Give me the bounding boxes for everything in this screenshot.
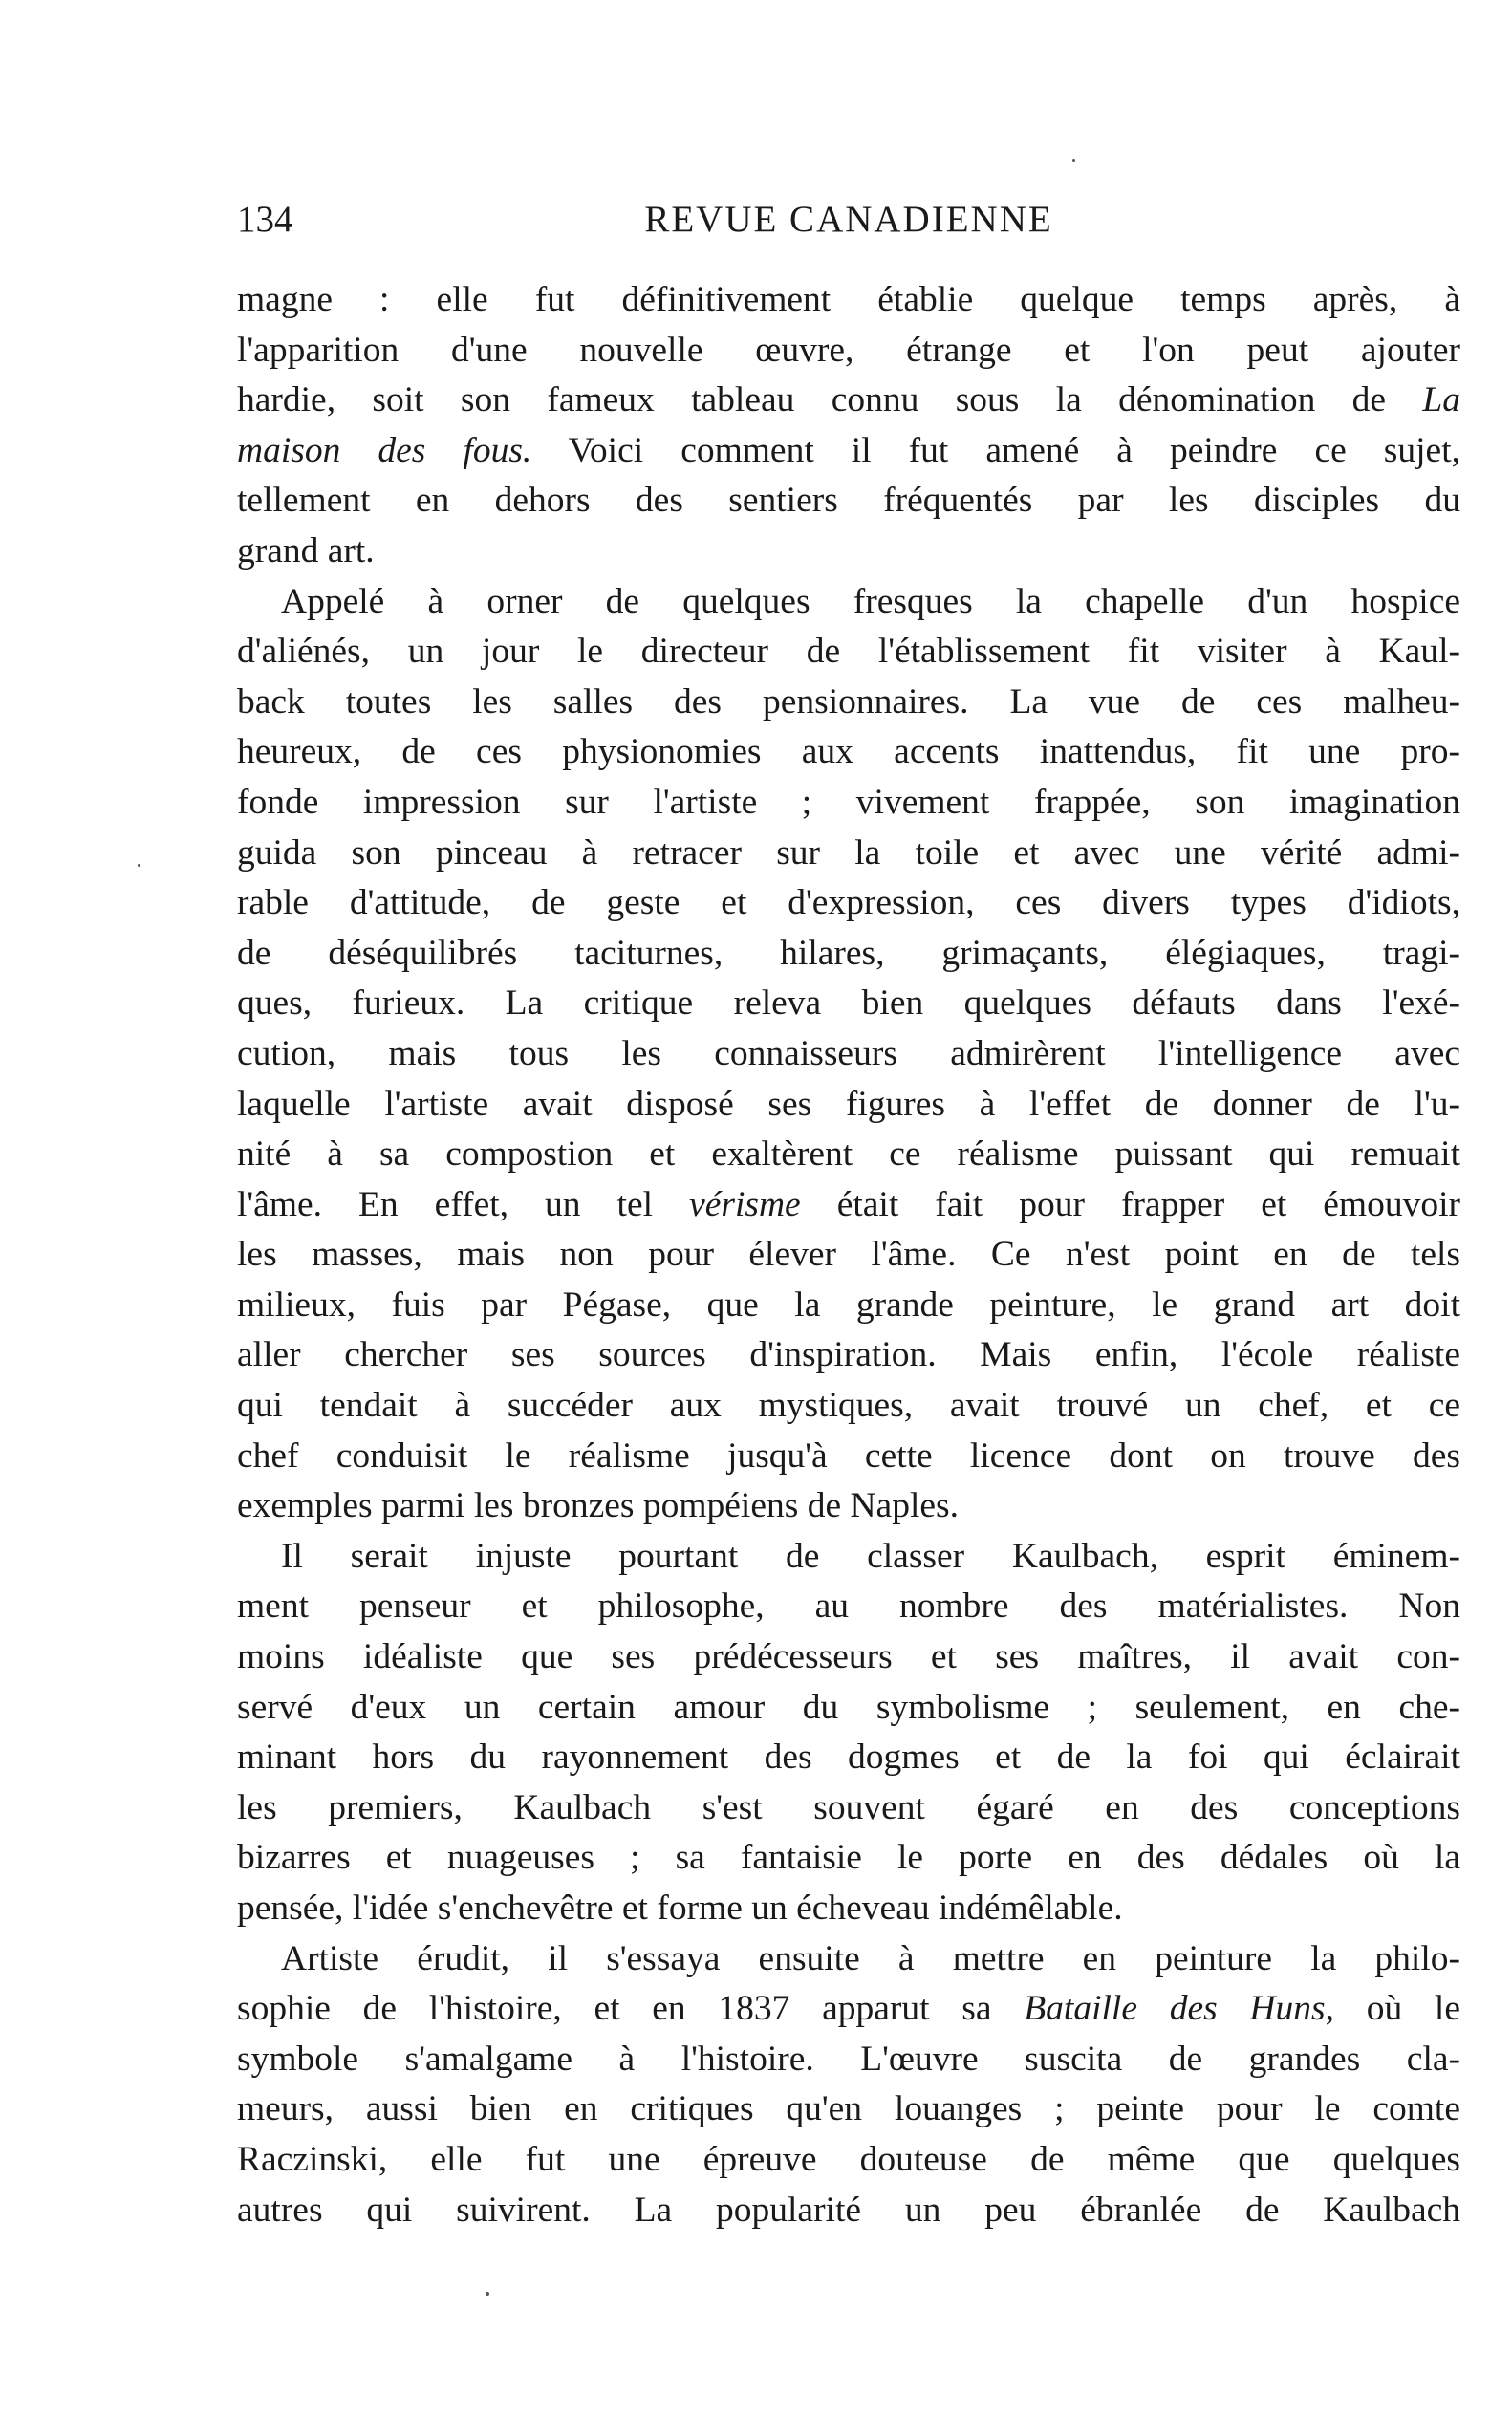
italic-title: La	[1422, 380, 1460, 421]
text-line: fonde impression sur l'artiste ; vivement frappée, son imagination	[237, 782, 1460, 822]
text-line: meurs, aussi bien en critiques qu'en louanges ; peinte pour le comte	[237, 2089, 1460, 2129]
text-line: nité à sa compostion et exaltèrent ce réalisme puissant qui remuait	[237, 1134, 1460, 1175]
text-line: ques, furieux. La critique releva bien quelques défauts dans l'exé-	[237, 983, 1460, 1024]
running-head	[237, 195, 1460, 245]
text-line: milieux, fuis par Pégase, que la grande peinture, le grand art doit	[237, 1285, 1460, 1325]
italic-term: vérisme	[689, 1184, 801, 1224]
italic-title: Bataille des Huns	[1024, 1989, 1326, 2029]
text-line: exemples parmi les bronzes pompéiens de Naples.	[237, 1486, 959, 1526]
text-line: rable d'attitude, de geste et d'expression, ces divers types d'idiots,	[237, 883, 1460, 923]
italic-title: maison des fous.	[237, 430, 532, 470]
text-line: laquelle l'artiste avait disposé ses figures à l'effet de donner de l'u-	[237, 1084, 1460, 1124]
text-line: grand art.	[237, 530, 375, 571]
text-line: guida son pinceau à retracer sur la toile et avec une vérité admi-	[237, 832, 1460, 873]
text-line: symbole s'amalgame à l'histoire. L'œuvre suscita de grandes cla-	[237, 2039, 1460, 2079]
text-line: bizarres et nuageuses ; sa fantaisie le porte en des dédales où la	[237, 1838, 1460, 1878]
text-line: magne : elle fut définitivement établie quelque temps après, à	[237, 280, 1460, 319]
text-line: de déséquilibrés taciturnes, hilares, grimaçants, élégiaques, tragi-	[237, 933, 1460, 973]
page-number: 134	[237, 199, 293, 240]
journal-title: REVUE CANADIENNE	[644, 199, 1053, 240]
print-speck	[486, 2292, 489, 2296]
text-line: Appelé à orner de quelques fresques la chapelle d'un hospice	[281, 581, 1460, 621]
text-line: heureux, de ces physionomies aux accents inattendus, fit une pro-	[237, 732, 1460, 772]
text-line: Il serait injuste pourtant de classer Kaulbach, esprit éminem-	[281, 1536, 1460, 1576]
text-line: autres qui suivirent. La popularité un peu ébranlée de Kaulbach	[237, 2190, 1460, 2230]
text-line: cution, mais tous les connaisseurs admirèrent l'intelligence avec	[237, 1033, 1460, 1073]
text-line: servé d'eux un certain amour du symbolisme ; seulement, en che-	[237, 1687, 1460, 1727]
text-line: les masses, mais non pour élever l'âme. Ce n'est point en de tels	[237, 1235, 1460, 1275]
text-line: tellement en dehors des sentiers fréquentés par les disciples du	[237, 481, 1460, 521]
body-text	[237, 275, 1460, 2235]
text-line: l'âme. En effet, un tel vérisme était fait pour frapper et émouvoir	[237, 1184, 1460, 1224]
text-line: l'apparition d'une nouvelle œuvre, étrange et l'on peut ajouter	[237, 330, 1460, 370]
text-line: minant hors du rayonnement des dogmes et de la foi qui éclairait	[237, 1738, 1460, 1778]
text-line: les premiers, Kaulbach s'est souvent égaré en des conceptions	[237, 1787, 1460, 1827]
text-line: sophie de l'histoire, et en 1837 apparut sa Bataille des Huns, où le	[237, 1989, 1460, 2029]
text-line: qui tendait à succéder aux mystiques, avait trouvé un chef, et ce	[237, 1386, 1460, 1426]
print-speck	[1072, 159, 1075, 162]
text-line: Raczinski, elle fut une épreuve douteuse de même que quelques	[237, 2139, 1460, 2179]
text-line: back toutes les salles des pensionnaires. La vue de ces malheu-	[237, 681, 1460, 722]
text-line: Artiste érudit, il s'essaya ensuite à mettre en peinture la philo-	[281, 1938, 1460, 1978]
text-line: d'aliénés, un jour le directeur de l'établissement fit visiter à Kaul-	[237, 632, 1460, 672]
text-line: hardie, soit son fameux tableau connu sous la dénomination de La	[237, 380, 1460, 421]
text-line: ment penseur et philosophe, au nombre des matérialistes. Non	[237, 1587, 1460, 1627]
text-line: maison des fous. Voici comment il fut amené à peindre ce sujet,	[237, 430, 1460, 470]
text-line: aller chercher ses sources d'inspiration. Mais enfin, l'école réaliste	[237, 1335, 1460, 1375]
text-line: moins idéaliste que ses prédécesseurs et ses maîtres, il avait con-	[237, 1637, 1460, 1677]
print-speck	[138, 864, 140, 867]
text-line: chef conduisit le réalisme jusqu'à cette licence dont on trouve des	[237, 1436, 1460, 1476]
text-line: pensée, l'idée s'enchevêtre et forme un écheveau indémêlable.	[237, 1889, 1123, 1928]
